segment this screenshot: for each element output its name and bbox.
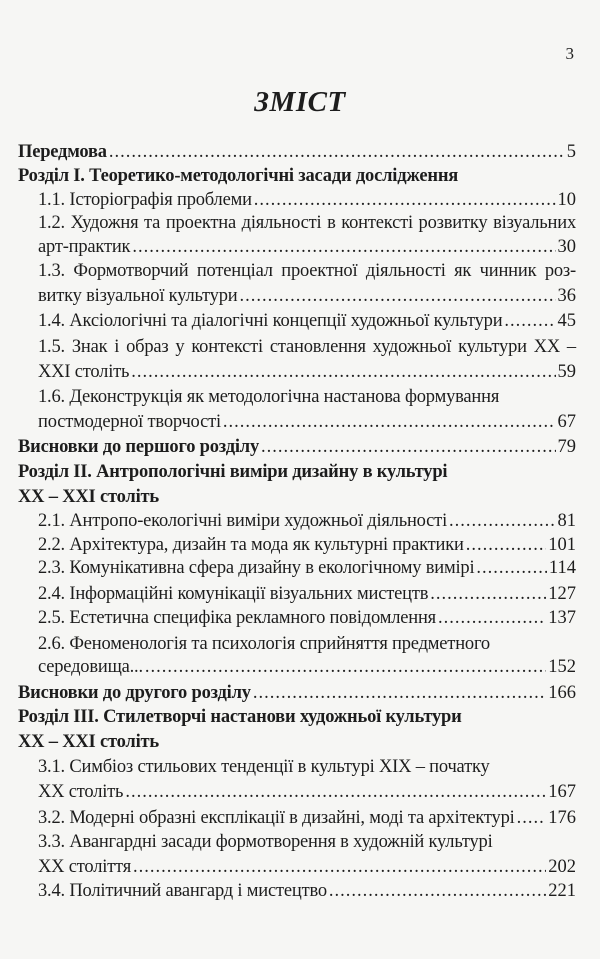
toc-entry-title: 3.2. Модерні образні експлікації в дизайні, моді та архітектурі [38, 808, 515, 828]
toc-page-number: 166 [548, 683, 576, 703]
dot-leader [449, 509, 555, 533]
toc-entry [38, 606, 576, 630]
toc-page-number: 36 [557, 286, 576, 306]
toc-page-number: 176 [548, 808, 576, 828]
dot-leader [125, 780, 546, 804]
toc-entry-title: Розділ І. Теоретико-методологічні засади дослідження [18, 166, 459, 186]
dot-leader [239, 284, 555, 308]
toc-page-number: 114 [548, 558, 576, 578]
toc-page-number: 167 [548, 782, 576, 802]
toc-entry-title: 2.2. Архітектура, дизайн та мода як культурні практики [38, 535, 464, 555]
toc-heading [18, 705, 576, 729]
dot-leader [430, 582, 546, 606]
toc-heading [18, 485, 576, 509]
toc-entry-title: Висновки до другого розділу [18, 683, 251, 703]
toc-entry-title: ХХ століття [38, 857, 132, 877]
toc-heading [18, 140, 576, 164]
toc-page-number: 221 [548, 881, 576, 901]
toc-heading [18, 164, 576, 188]
toc-page-number: 45 [557, 311, 576, 331]
toc-heading [18, 460, 576, 484]
toc-heading [18, 681, 576, 705]
toc-entry [38, 556, 576, 580]
toc-entry [38, 385, 576, 409]
toc-entry-title: витку візуальної культури [38, 286, 238, 306]
dot-leader [223, 410, 556, 434]
toc-entry [38, 410, 576, 434]
toc-entry-title: 1.3. Формотворчий потенціал проектної діяльності як чинник роз- [38, 261, 576, 281]
toc-entry-title: Розділ ІІІ. Стилетворчі настанови художньої культури [18, 707, 462, 727]
toc-page-number: 127 [548, 584, 576, 604]
toc-entry-title: ХХ – ХХІ століть [18, 732, 160, 752]
dot-leader [133, 855, 546, 879]
toc-entry [38, 755, 576, 779]
toc-entry-title: ХХ століть [38, 782, 124, 802]
toc-heading [18, 435, 576, 459]
dot-leader [476, 556, 547, 580]
toc-entry-title: 1.4. Аксіологічні та діалогічні концепції художньої культури [38, 311, 503, 331]
toc-entry-title: 2.5. Естетична специфіка рекламного повідомлення [38, 608, 436, 628]
toc-page-number: 79 [557, 437, 576, 457]
dot-leader [504, 309, 555, 333]
toc-entry-title: 1.2. Художня та проектна діяльності в контексті розвитку візуальних [38, 213, 576, 233]
dot-leader [145, 655, 546, 679]
toc-entry-title: Висновки до першого розділу [18, 437, 260, 457]
dot-leader [466, 533, 547, 557]
toc-page-number: 59 [557, 362, 576, 382]
toc-entry [38, 855, 576, 879]
toc-page-number: 10 [557, 190, 576, 210]
toc-entry [38, 533, 576, 557]
toc-entry-title: 1.5. Знак і образ у контексті становлення художньої культури ХХ – [38, 337, 576, 357]
toc-page-number: 137 [548, 608, 576, 628]
toc-entry-title: постмодерної творчості [38, 412, 221, 432]
dot-leader [109, 140, 565, 164]
toc-entry-title: 1.6. Деконструкція як методологічна настанова формування [38, 387, 500, 407]
dot-leader [329, 879, 546, 903]
toc-page-number: 101 [548, 535, 576, 555]
toc-entry [38, 806, 576, 830]
toc-entry [38, 235, 576, 259]
toc-page-number: 30 [557, 237, 576, 257]
toc-entry [38, 830, 576, 854]
toc-entry-title: арт-практик [38, 237, 131, 257]
toc-entry-title: 3.4. Політичний авангард і мистецтво [38, 881, 327, 901]
dot-leader [131, 360, 555, 384]
toc-entry-title: Розділ ІІ. Антропологічні виміри дизайну в культурі [18, 462, 448, 482]
toc-page-number: 81 [557, 511, 576, 531]
page-title: ЗМІСТ [254, 86, 346, 118]
toc-page-number: 202 [548, 857, 576, 877]
toc-entry [38, 309, 576, 333]
toc-entry [38, 509, 576, 533]
dot-leader [132, 235, 555, 259]
toc-entry [38, 259, 576, 283]
toc-entry [38, 284, 576, 308]
toc-entry-title: Передмова [18, 142, 107, 162]
toc-entry-title: 2.4. Інформаційні комунікації візуальних мистецтв [38, 584, 429, 604]
dot-leader [253, 681, 546, 705]
toc-entry [38, 632, 576, 656]
toc-entry-title: 2.1. Антропо-екологічні виміри художньої діяльності [38, 511, 448, 531]
toc-entry [38, 780, 576, 804]
toc-page-number: 5 [566, 142, 576, 162]
toc-entry-title: ХХ – ХХІ століть [18, 487, 160, 507]
toc-entry-title: 3.3. Авангардні засади формотворення в художній культурі [38, 832, 493, 852]
toc-heading [18, 730, 576, 754]
toc-entry-title: 2.6. Феноменологія та психологія сприйняття предметного [38, 634, 490, 654]
toc-entry-title: середовища... [38, 657, 143, 677]
toc-entry [38, 879, 576, 903]
toc-entry [38, 582, 576, 606]
toc-entry [38, 335, 576, 359]
toc-page-number: 67 [557, 412, 576, 432]
dot-leader [254, 188, 556, 212]
toc-entry-title: 1.1. Історіографія проблеми [38, 190, 252, 210]
dot-leader [261, 435, 555, 459]
dot-leader [517, 806, 547, 830]
toc-entry-title: 3.1. Симбіоз стильових тенденції в культурі ХІХ – початку [38, 757, 490, 777]
toc-entry-title: ХХІ століть [38, 362, 130, 382]
toc-entry [38, 188, 576, 212]
toc-entry [38, 360, 576, 384]
page-number: 3 [565, 44, 574, 63]
toc-entry [38, 211, 576, 235]
toc-entry-title: 2.3. Комунікативна сфера дизайну в екологічному вимірі [38, 558, 475, 578]
toc-entry [38, 655, 576, 679]
dot-leader [438, 606, 546, 630]
toc-page-number: 152 [548, 657, 576, 677]
